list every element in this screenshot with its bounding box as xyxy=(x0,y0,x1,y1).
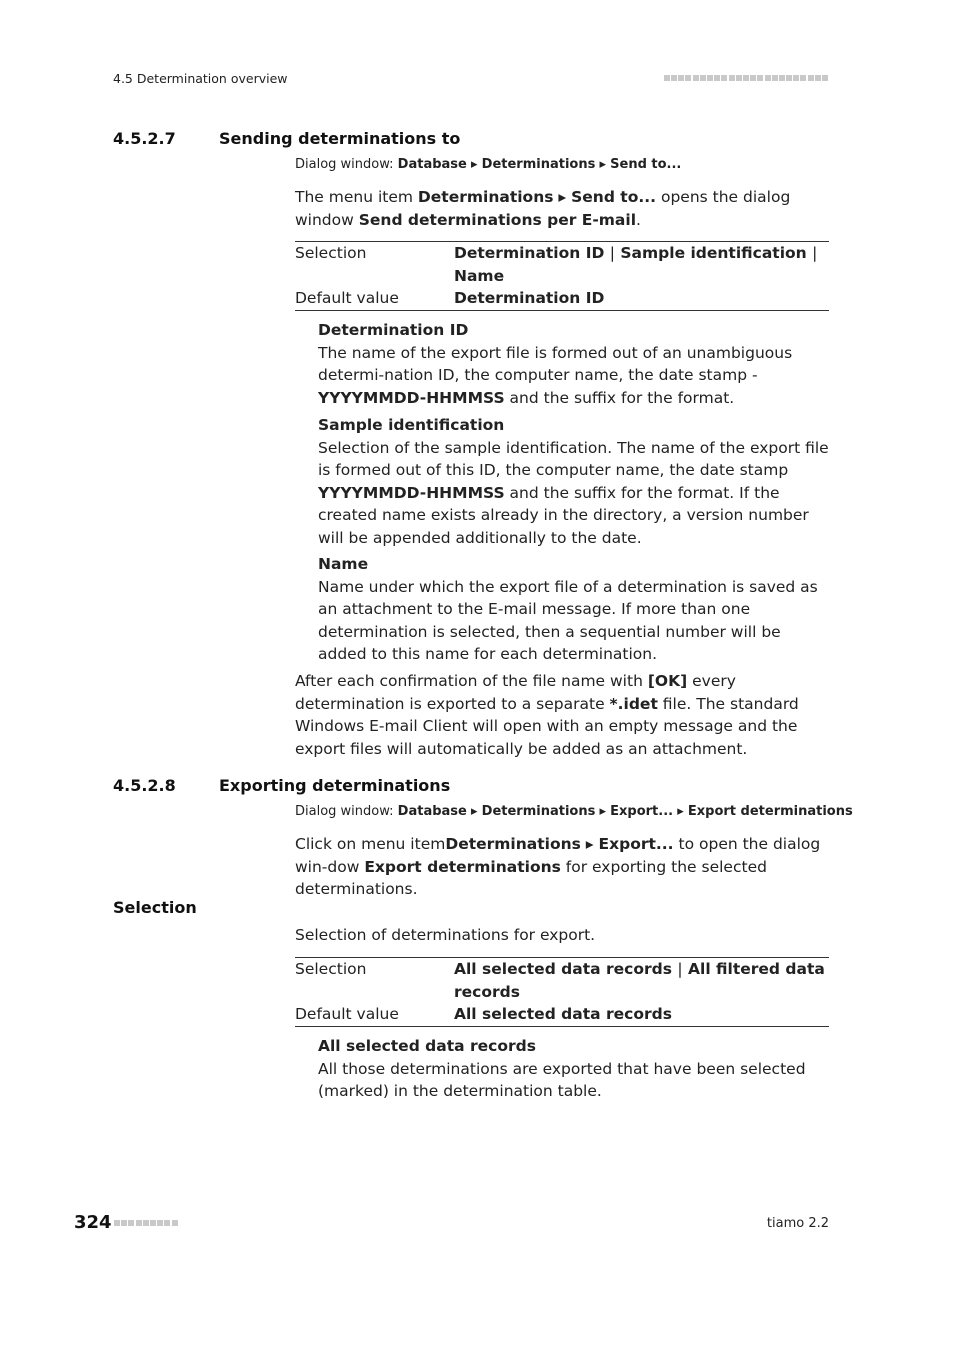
section-number: 4.5.2.8 xyxy=(113,776,176,795)
parameter-table xyxy=(295,957,829,1027)
intro-paragraph: The menu item Determinations ▸ Send to... opens the dialog window Send determinations per E-mail. xyxy=(295,188,791,229)
table-row: Selection Determination ID | Sample identification | Name xyxy=(295,244,818,285)
side-heading: Selection xyxy=(113,898,197,917)
section-number: 4.5.2.7 xyxy=(113,129,176,148)
table-row: Default value All selected data records xyxy=(295,1005,672,1023)
after-paragraph: After each confirmation of the file name with [OK] every determination is exported to a separate *.idet file. The standard Windows E-mail Client will open with an empty message and the export files will automatically be added as an attachment. xyxy=(295,672,799,758)
definition-item: Determination ID The name of the export file is formed out of an unambiguous determi-nation ID, the computer name, the date stamp -YYYYMMDD-HHMMSS and the suffix for the format. xyxy=(318,321,793,407)
parameter-table xyxy=(295,241,829,311)
running-header: 4.5 Determination overview xyxy=(113,71,288,86)
section-title: Exporting determinations xyxy=(219,776,451,795)
selection-intro: Selection of determinations for export. xyxy=(295,926,596,944)
table-row: Selection All selected data records | All filtered data records xyxy=(295,960,825,1001)
dialog-path: Dialog window: Database ▸ Determinations ▸ Send to... xyxy=(295,157,682,172)
table-row: Default value Determination ID xyxy=(295,289,605,307)
page-number: 324 xyxy=(74,1212,112,1233)
dialog-path: Dialog window: Database ▸ Determinations ▸ Export... ▸ Export determinations xyxy=(295,804,853,819)
section-title: Sending determinations to xyxy=(219,129,461,148)
definition-item: Sample identification Selection of the sample identification. The name of the export file is formed out of this ID, the computer name, the date stamp YYYYMMDD-HHMMSS and the suffix for the format. If the created name exists already in the directory, a version number will be appended additionally to the date. xyxy=(318,416,829,547)
footer-decoration xyxy=(114,1220,178,1226)
header-decoration xyxy=(664,75,828,81)
product-name: tiamo 2.2 xyxy=(766,1216,829,1231)
intro-paragraph: Click on menu itemDeterminations ▸ Export... to open the dialog win-dow Export determinations for exporting the selected determinations. xyxy=(295,835,821,898)
definition-item: Name Name under which the export file of a determination is saved as an attachment to the E-mail message. If more than one determination is selected, then a sequential number will be added to this name for each determination. xyxy=(318,555,818,663)
definition-item: All selected data records All those determinations are exported that have been selected (marked) in the determination table. xyxy=(318,1037,806,1100)
